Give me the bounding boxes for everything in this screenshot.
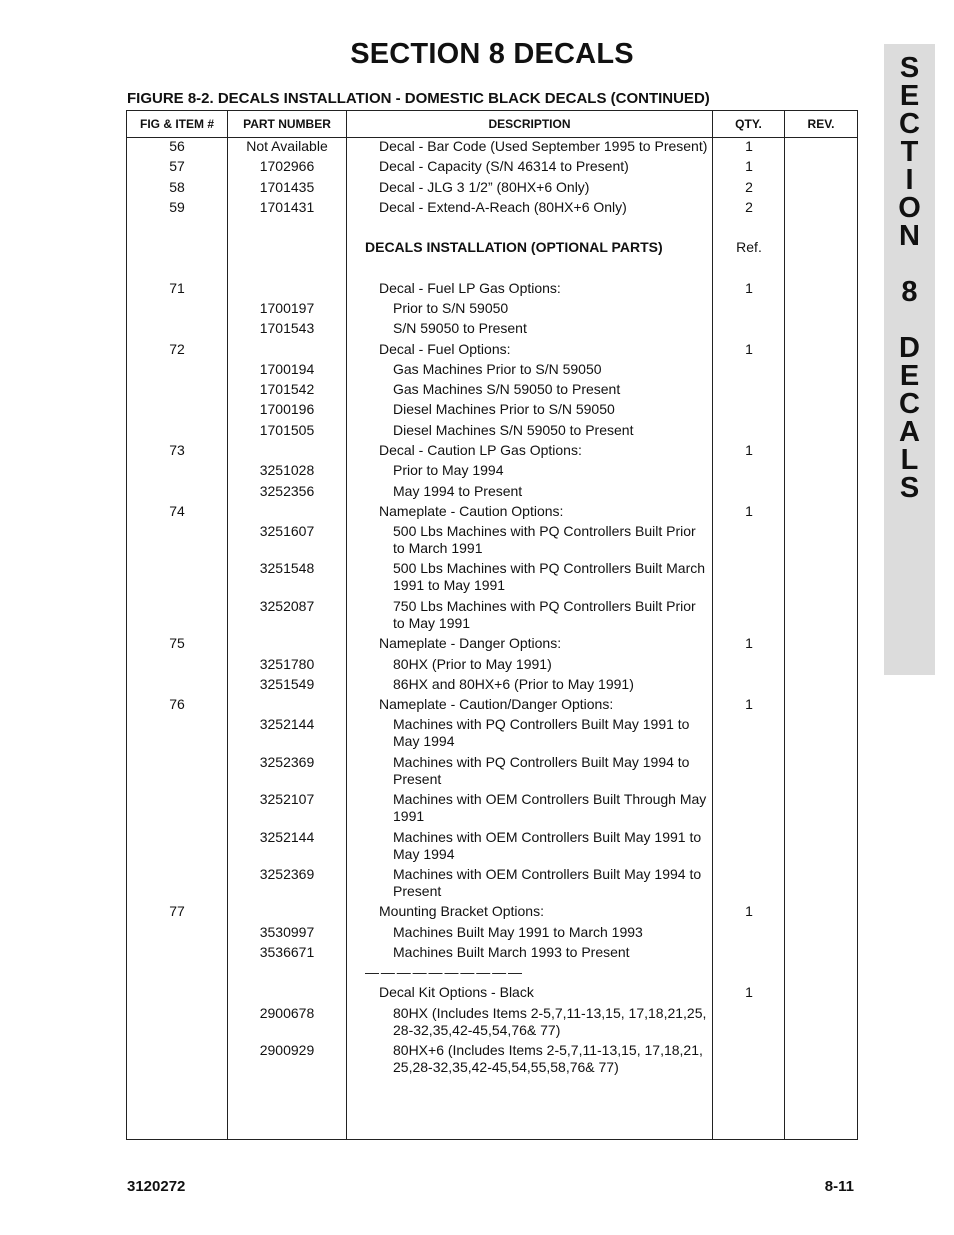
item-number: 58 — [169, 179, 185, 195]
quantity: Ref. — [736, 239, 762, 255]
description: Decal Kit Options - Black — [379, 984, 534, 1000]
description: Machines with PQ Controllers Built May 1991 to May 1994 — [393, 716, 690, 749]
quantity: 1 — [745, 138, 753, 154]
part-number: 1701542 — [259, 381, 315, 397]
description: 86HX and 80HX+6 (Prior to May 1991) — [393, 676, 634, 692]
description: Nameplate - Caution/Danger Options: — [379, 696, 614, 712]
quantity: 1 — [745, 442, 753, 458]
column-divider — [346, 111, 347, 1139]
page-number: 8-11 — [824, 1178, 854, 1195]
header-description: DESCRIPTION — [488, 117, 571, 131]
part-number: 3530997 — [259, 924, 315, 940]
description: Decal - Fuel Options: — [379, 341, 511, 357]
quantity: 1 — [745, 341, 753, 357]
description: Nameplate - Caution Options: — [379, 503, 564, 519]
side-tab-letter: A — [899, 416, 920, 448]
part-number: 3251028 — [259, 462, 315, 478]
part-number: 1701435 — [259, 179, 315, 195]
part-number: 3252087 — [259, 598, 315, 614]
item-number: 76 — [169, 696, 185, 712]
part-number: 1701543 — [259, 320, 315, 336]
section-side-tab — [884, 44, 935, 675]
description: 80HX (Prior to May 1991) — [393, 656, 552, 672]
part-number: 2900929 — [259, 1042, 315, 1058]
quantity: 1 — [745, 503, 753, 519]
description: Prior to May 1994 — [393, 462, 504, 478]
dashed-separator: — — — — — — — — — — — [365, 964, 522, 980]
description: Decal - Extend-A-Reach (80HX+6 Only) — [379, 199, 627, 215]
description: 750 Lbs Machines with PQ Controllers Built Prior to May 1991 — [393, 598, 696, 631]
parts-table — [126, 110, 858, 1140]
part-number: 1701505 — [259, 422, 315, 438]
part-number: 3252144 — [259, 829, 315, 845]
quantity: 2 — [745, 199, 753, 215]
part-number: 2900678 — [259, 1005, 315, 1021]
page-title: SECTION 8 DECALS — [350, 38, 634, 70]
description: S/N 59050 to Present — [393, 320, 527, 336]
figure-title: FIGURE 8-2. DECALS INSTALLATION - DOMESTIC BLACK DECALS (CONTINUED) — [127, 90, 710, 107]
part-number: 3251780 — [259, 656, 315, 672]
side-tab-letter: C — [899, 388, 920, 420]
side-tab-letter: D — [899, 332, 920, 364]
item-number: 59 — [169, 199, 185, 215]
item-number: 77 — [169, 903, 185, 919]
part-number: 3536671 — [259, 944, 315, 960]
part-number: 1700197 — [259, 300, 315, 316]
part-number: 3252356 — [259, 483, 315, 499]
header-part-number: PART NUMBER — [243, 117, 331, 131]
item-number: 72 — [169, 341, 185, 357]
table-header — [127, 111, 857, 138]
part-number: 3251607 — [259, 523, 315, 539]
part-number: 3251549 — [259, 676, 315, 692]
part-number: 1702966 — [259, 158, 315, 174]
side-tab-letter: S — [899, 52, 920, 84]
part-number: 3252369 — [259, 866, 315, 882]
side-tab-letter: T — [900, 136, 919, 168]
optional-parts-heading: DECALS INSTALLATION (OPTIONAL PARTS) — [365, 239, 663, 255]
description: Machines Built May 1991 to March 1993 — [393, 924, 643, 940]
quantity: 1 — [745, 280, 753, 296]
part-number: 3252144 — [259, 716, 315, 732]
side-tab-letter: S — [899, 472, 920, 504]
description: Decal - Fuel LP Gas Options: — [379, 280, 561, 296]
item-number: 57 — [169, 158, 185, 174]
quantity: 1 — [745, 158, 753, 174]
description: 80HX (Includes Items 2-5,7,11-13,15, 17,18,21,25, 28-32,35,42-45,54,76& 77) — [393, 1005, 707, 1038]
quantity: 1 — [745, 696, 753, 712]
part-number: 3252107 — [259, 791, 315, 807]
document-number: 3120272 — [127, 1178, 186, 1195]
description: Decal - Caution LP Gas Options: — [379, 442, 582, 458]
quantity: 2 — [745, 179, 753, 195]
description: Machines with OEM Controllers Built Through May 1991 — [393, 791, 707, 824]
side-tab-letter: I — [905, 164, 914, 196]
description: Machines with OEM Controllers Built May 1994 to Present — [393, 866, 702, 899]
quantity: 1 — [745, 903, 753, 919]
description: Machines with OEM Controllers Built May 1991 to May 1994 — [393, 829, 702, 862]
side-tab-letter: O — [898, 192, 921, 224]
column-divider — [784, 111, 785, 1139]
item-number: 74 — [169, 503, 185, 519]
description: Nameplate - Danger Options: — [379, 635, 562, 651]
description: 500 Lbs Machines with PQ Controllers Built Prior to March 1991 — [393, 523, 696, 556]
item-number: 56 — [169, 138, 185, 154]
column-divider — [712, 111, 713, 1139]
item-number: 75 — [169, 635, 185, 651]
part-number: 1700194 — [259, 361, 315, 377]
description: Machines Built March 1993 to Present — [393, 944, 630, 960]
side-tab-number: 8 — [901, 276, 918, 308]
part-number: 1700196 — [259, 401, 315, 417]
description: Decal - Capacity (S/N 46314 to Present) — [379, 158, 629, 174]
item-number: 73 — [169, 442, 185, 458]
description: 80HX+6 (Includes Items 2-5,7,11-13,15, 17,18,21, 25,28-32,35,42-45,54,55,58,76& 77) — [393, 1042, 703, 1075]
side-tab-letter: N — [899, 220, 920, 252]
description: 500 Lbs Machines with PQ Controllers Built March 1991 to May 1991 — [393, 560, 706, 593]
description: Machines with PQ Controllers Built May 1994 to Present — [393, 754, 690, 787]
description: Decal - JLG 3 1/2” (80HX+6 Only) — [379, 179, 590, 195]
description: Diesel Machines S/N 59050 to Present — [393, 422, 634, 438]
part-number: 3252369 — [259, 754, 315, 770]
side-tab-letter: C — [899, 108, 920, 140]
column-divider — [227, 111, 228, 1139]
side-tab-letter: L — [900, 444, 919, 476]
description: Gas Machines S/N 59050 to Present — [393, 381, 621, 397]
side-tab-letter: E — [899, 360, 920, 392]
part-number: 1701431 — [259, 199, 315, 215]
description: Mounting Bracket Options: — [379, 903, 544, 919]
description: May 1994 to Present — [393, 483, 523, 499]
part-number: 3251548 — [259, 560, 315, 576]
side-tab-letter: E — [899, 80, 920, 112]
description: Prior to S/N 59050 — [393, 300, 509, 316]
quantity: 1 — [745, 984, 753, 1000]
header-fig-item: FIG & ITEM # — [139, 117, 214, 131]
part-number: Not Available — [246, 138, 328, 154]
header-qty: QTY. — [735, 117, 762, 131]
quantity: 1 — [745, 635, 753, 651]
item-number: 71 — [169, 280, 185, 296]
header-rev: REV. — [807, 117, 835, 131]
description: Decal - Bar Code (Used September 1995 to Present) — [379, 138, 708, 154]
description: Diesel Machines Prior to S/N 59050 — [393, 401, 615, 417]
description: Gas Machines Prior to S/N 59050 — [393, 361, 602, 377]
